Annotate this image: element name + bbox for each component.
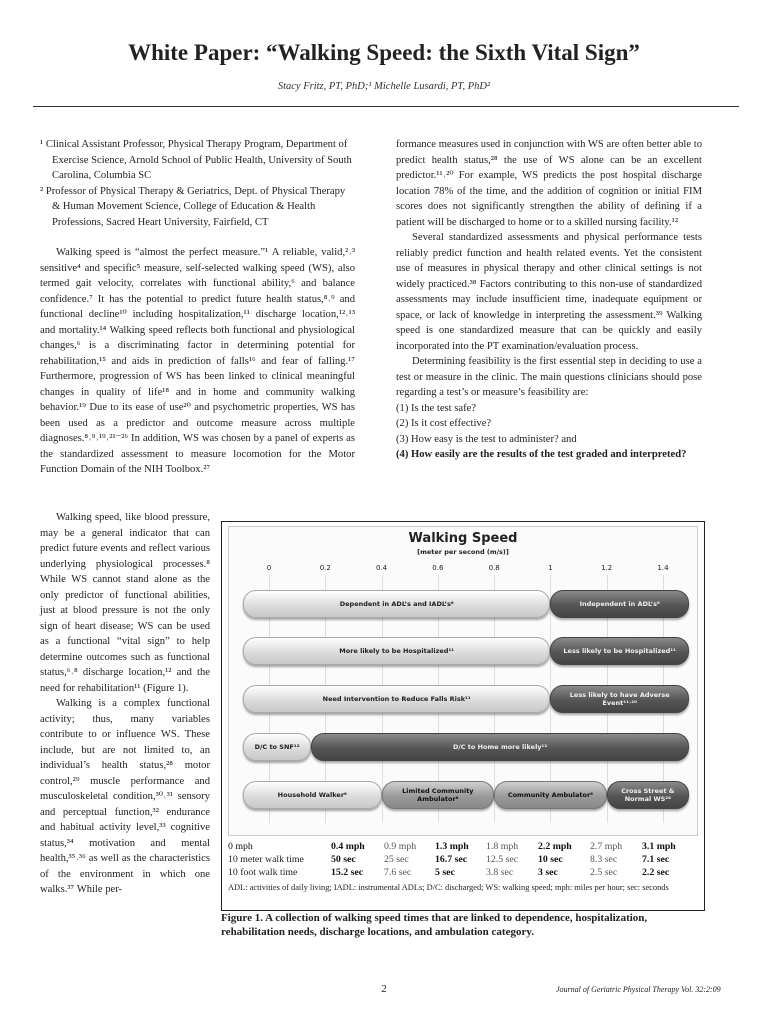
speed-cell: 12.5 sec	[486, 854, 519, 865]
chart-tick-label: 0.4	[375, 564, 388, 572]
speed-cell: 16.7 sec	[435, 854, 468, 865]
chart-axis-label: [meter per second (m/s)]	[417, 548, 509, 556]
paper-title: White Paper: “Walking Speed: the Sixth Vital Sign”	[128, 40, 640, 65]
speed-row-label: 10 foot walk time	[228, 867, 298, 878]
affiliations	[40, 137, 355, 230]
question-2: (2) Is it cost effective?	[396, 418, 492, 429]
chart-tick-label: 0.6	[432, 564, 444, 572]
page-number: 2	[381, 983, 387, 995]
chart-tick-label: 1.2	[601, 564, 613, 572]
right-column	[396, 137, 702, 463]
speed-cell: 5 sec	[435, 867, 455, 878]
speed-cell: 0.9 mph	[384, 841, 417, 852]
speed-cell: 2.7 mph	[590, 841, 623, 852]
chart-bar: Need Intervention to Reduce Falls Risk¹¹	[243, 685, 550, 713]
speed-cell: 7.6 sec	[384, 867, 412, 878]
walking-speed-chart	[228, 526, 698, 836]
speed-cell: 2.5 sec	[590, 867, 618, 878]
figure-legend: ADL: activities of daily living; IADL: instrumental ADLs; D/C: discharged; WS: walking speed; mph: miles per hour; sec: seconds	[228, 883, 669, 892]
chart-tick-label: 1.4	[657, 564, 669, 572]
chart-bar: More likely to be Hospitalized¹¹	[243, 637, 550, 665]
chart-bar: Cross Street & Normal WS²⁶	[607, 781, 689, 809]
question-4: (4) How easily are the results of the test graded and interpreted?	[396, 449, 687, 460]
figure-1	[221, 521, 705, 911]
affiliation-1: ¹ Clinical Assistant Professor, Physical Therapy Program, Department of Exercise Science, Arnold School of Public Health, University of South Carolina, Columbia SC	[40, 139, 352, 181]
right-paragraph-1: formance measures used in conjunction with WS are often better able to predict health status,²⁸ the use of WS alone can be an excellent predictor.¹¹˒²⁰ For example, WS predicts the post hospital discharge location 78% of the time, and the addition of cognition or initial FIM scores does not significantly strengthen the ability of defining if a patient will be discharged to home or to a skilled nursing facility.¹²	[396, 139, 702, 228]
left-narrow-column	[40, 510, 210, 898]
speed-cell: 10 sec	[538, 854, 563, 865]
left-paragraph-1: Walking speed is “almost the perfect measure.”¹ A reliable, valid,²˒³ sensitive⁴ and specific⁵ measure, self-selected walking speed (WS), also termed gait velocity, correlates with functional ability,⁶ and balance confidence.⁷ It has the potential to predict future health status,⁸˒⁹ and functional decline¹⁰ including hospitalization,¹¹ discharge location,¹²˒¹³ and mortality.¹⁴ Walking speed reflects both functional and physiological changes,⁶ is a discriminating factor in determining potential for rehabilitation,¹⁵ and aids in prediction of falls¹⁶ and fear of falling.¹⁷ Furthermore, progression of WS has been linked to clinical meaningful changes in quality of life¹⁸ and in home and community walking behavior.¹⁹ Due to its ease of use²⁰ and psychometric properties, WS has been used as a predictor and outcome measure across multiple diagnoses.⁸˒⁹˒¹⁹˒²¹⁻²⁶ In addition, WS was chosen by a panel of experts as the standardized assessment to measure locomotion for the Motor Function Domain of the NIH Toolbox.²⁷	[40, 247, 355, 475]
chart-title: Walking Speed	[408, 531, 518, 546]
affiliation-2: ² Professor of Physical Therapy & Geriatrics, Dept. of Physical Therapy & Human Movement Science, College of Education & Health Professions, Sacred Heart University, Fairfield, CT	[40, 185, 346, 228]
chart-bar: D/C to Home more likely¹²	[311, 733, 689, 761]
chart-bar: Dependent in ADL’s and IADL’s⁶	[243, 590, 550, 618]
speed-cell: 8.3 sec	[590, 854, 618, 865]
chart-bar: Less likely to have Adverse Event¹¹˒²⁰	[550, 685, 689, 713]
figure-caption: Figure 1. A collection of walking speed times that are linked to dependence, hospitalization, rehabilitation needs, discharge locations, and ambulation category.	[221, 912, 648, 938]
speed-cell: 3.1 mph	[642, 841, 676, 852]
speed-cell: 0 mph	[228, 841, 253, 852]
chart-tick-label: 0.8	[488, 564, 500, 572]
speed-cell: 0.4 mph	[331, 841, 365, 852]
chart-bar: Less likely to be Hospitalized¹¹	[550, 637, 689, 665]
left-column	[40, 245, 355, 478]
speed-row-label: 10 meter walk time	[228, 854, 304, 865]
chart-tick-label: 0	[266, 564, 272, 572]
chart-tick-label: 1	[548, 564, 553, 572]
speed-cell: 2.2 sec	[642, 867, 670, 878]
right-paragraph-3: Determining feasibility is the first essential step in deciding to use a test or measure in the clinic. The main questions clinicians should pose regarding a test’s or measure’s feasibility are:	[396, 356, 702, 398]
speed-cell: 3.8 sec	[486, 867, 514, 878]
speed-cell: 25 sec	[384, 854, 409, 865]
speed-cell: 50 sec	[331, 854, 356, 865]
speed-cell: 1.3 mph	[435, 841, 469, 852]
chart-bar: D/C to SNF¹²	[243, 733, 311, 761]
left-paragraph-2: Walking speed, like blood pressure, may be a general indicator that can predict future events and reflect various underlying physiological processes.⁸ While WS cannot stand alone as the only predictor of functional abilities, just at blood pressure is not the only sign of heart disease; WS can be used as a functional “vital sign” to help determine outcomes such as functional status,⁶˒⁸ discharge location,¹² and the need for rehabilitation¹¹ (Figure 1).	[40, 512, 210, 694]
chart-bar: Independent in ADL’s⁶	[550, 590, 689, 618]
chart-bar: Household Walker⁶	[243, 781, 382, 809]
speed-cell: 3 sec	[538, 867, 558, 878]
title-divider	[33, 106, 739, 107]
author-line: Stacy Fritz, PT, PhD;¹ Michelle Lusardi, PT, PhD²	[277, 81, 491, 92]
right-paragraph-2: Several standardized assessments and physical performance tests reliably predict function and health related events. Yet the consistent use of measures in physical therapy and other clinical settings is not widely practiced.³⁸ Factors contributing to this non-use of standardized assessments may include insufficient time, inadequate equipment or space, or lack of knowledge in interpreting the assessment.³⁹ Walking speed is one standardized measure that can be quickly and easily incorporated into the PT examination/evaluation process.	[396, 232, 702, 352]
speed-cell: 7.1 sec	[642, 854, 670, 865]
question-1: (1) Is the test safe?	[396, 402, 477, 414]
speed-cell: 1.8 mph	[486, 841, 519, 852]
question-3: (3) How easy is the test to administer? and	[396, 433, 577, 445]
chart-bar: Limited Community Ambulator⁶	[382, 781, 495, 809]
chart-bar: Community Ambulator⁶	[494, 781, 607, 809]
speed-cell: 2.2 mph	[538, 841, 572, 852]
chart-tick-label: 0.2	[319, 564, 331, 572]
journal-footer: Journal of Geriatric Physical Therapy Vol. 32:2:09	[556, 985, 721, 994]
speed-cell: 15.2 sec	[331, 867, 364, 878]
left-paragraph-3: Walking is a complex functional activity; thus, many variables contribute to or influence WS. These include, but are not limited to, an individual’s health status,²⁸ motor control,²⁹ muscle performance and musculoskeletal condition,³⁰˒³¹ sensory and perceptual function,³² endurance and habitual activity level,³³ cognitive status,³⁴ motivation and mental health,³⁵˒³⁶ as well as the characteristics of the environment in which one walks.³⁷ While per-	[40, 698, 210, 895]
